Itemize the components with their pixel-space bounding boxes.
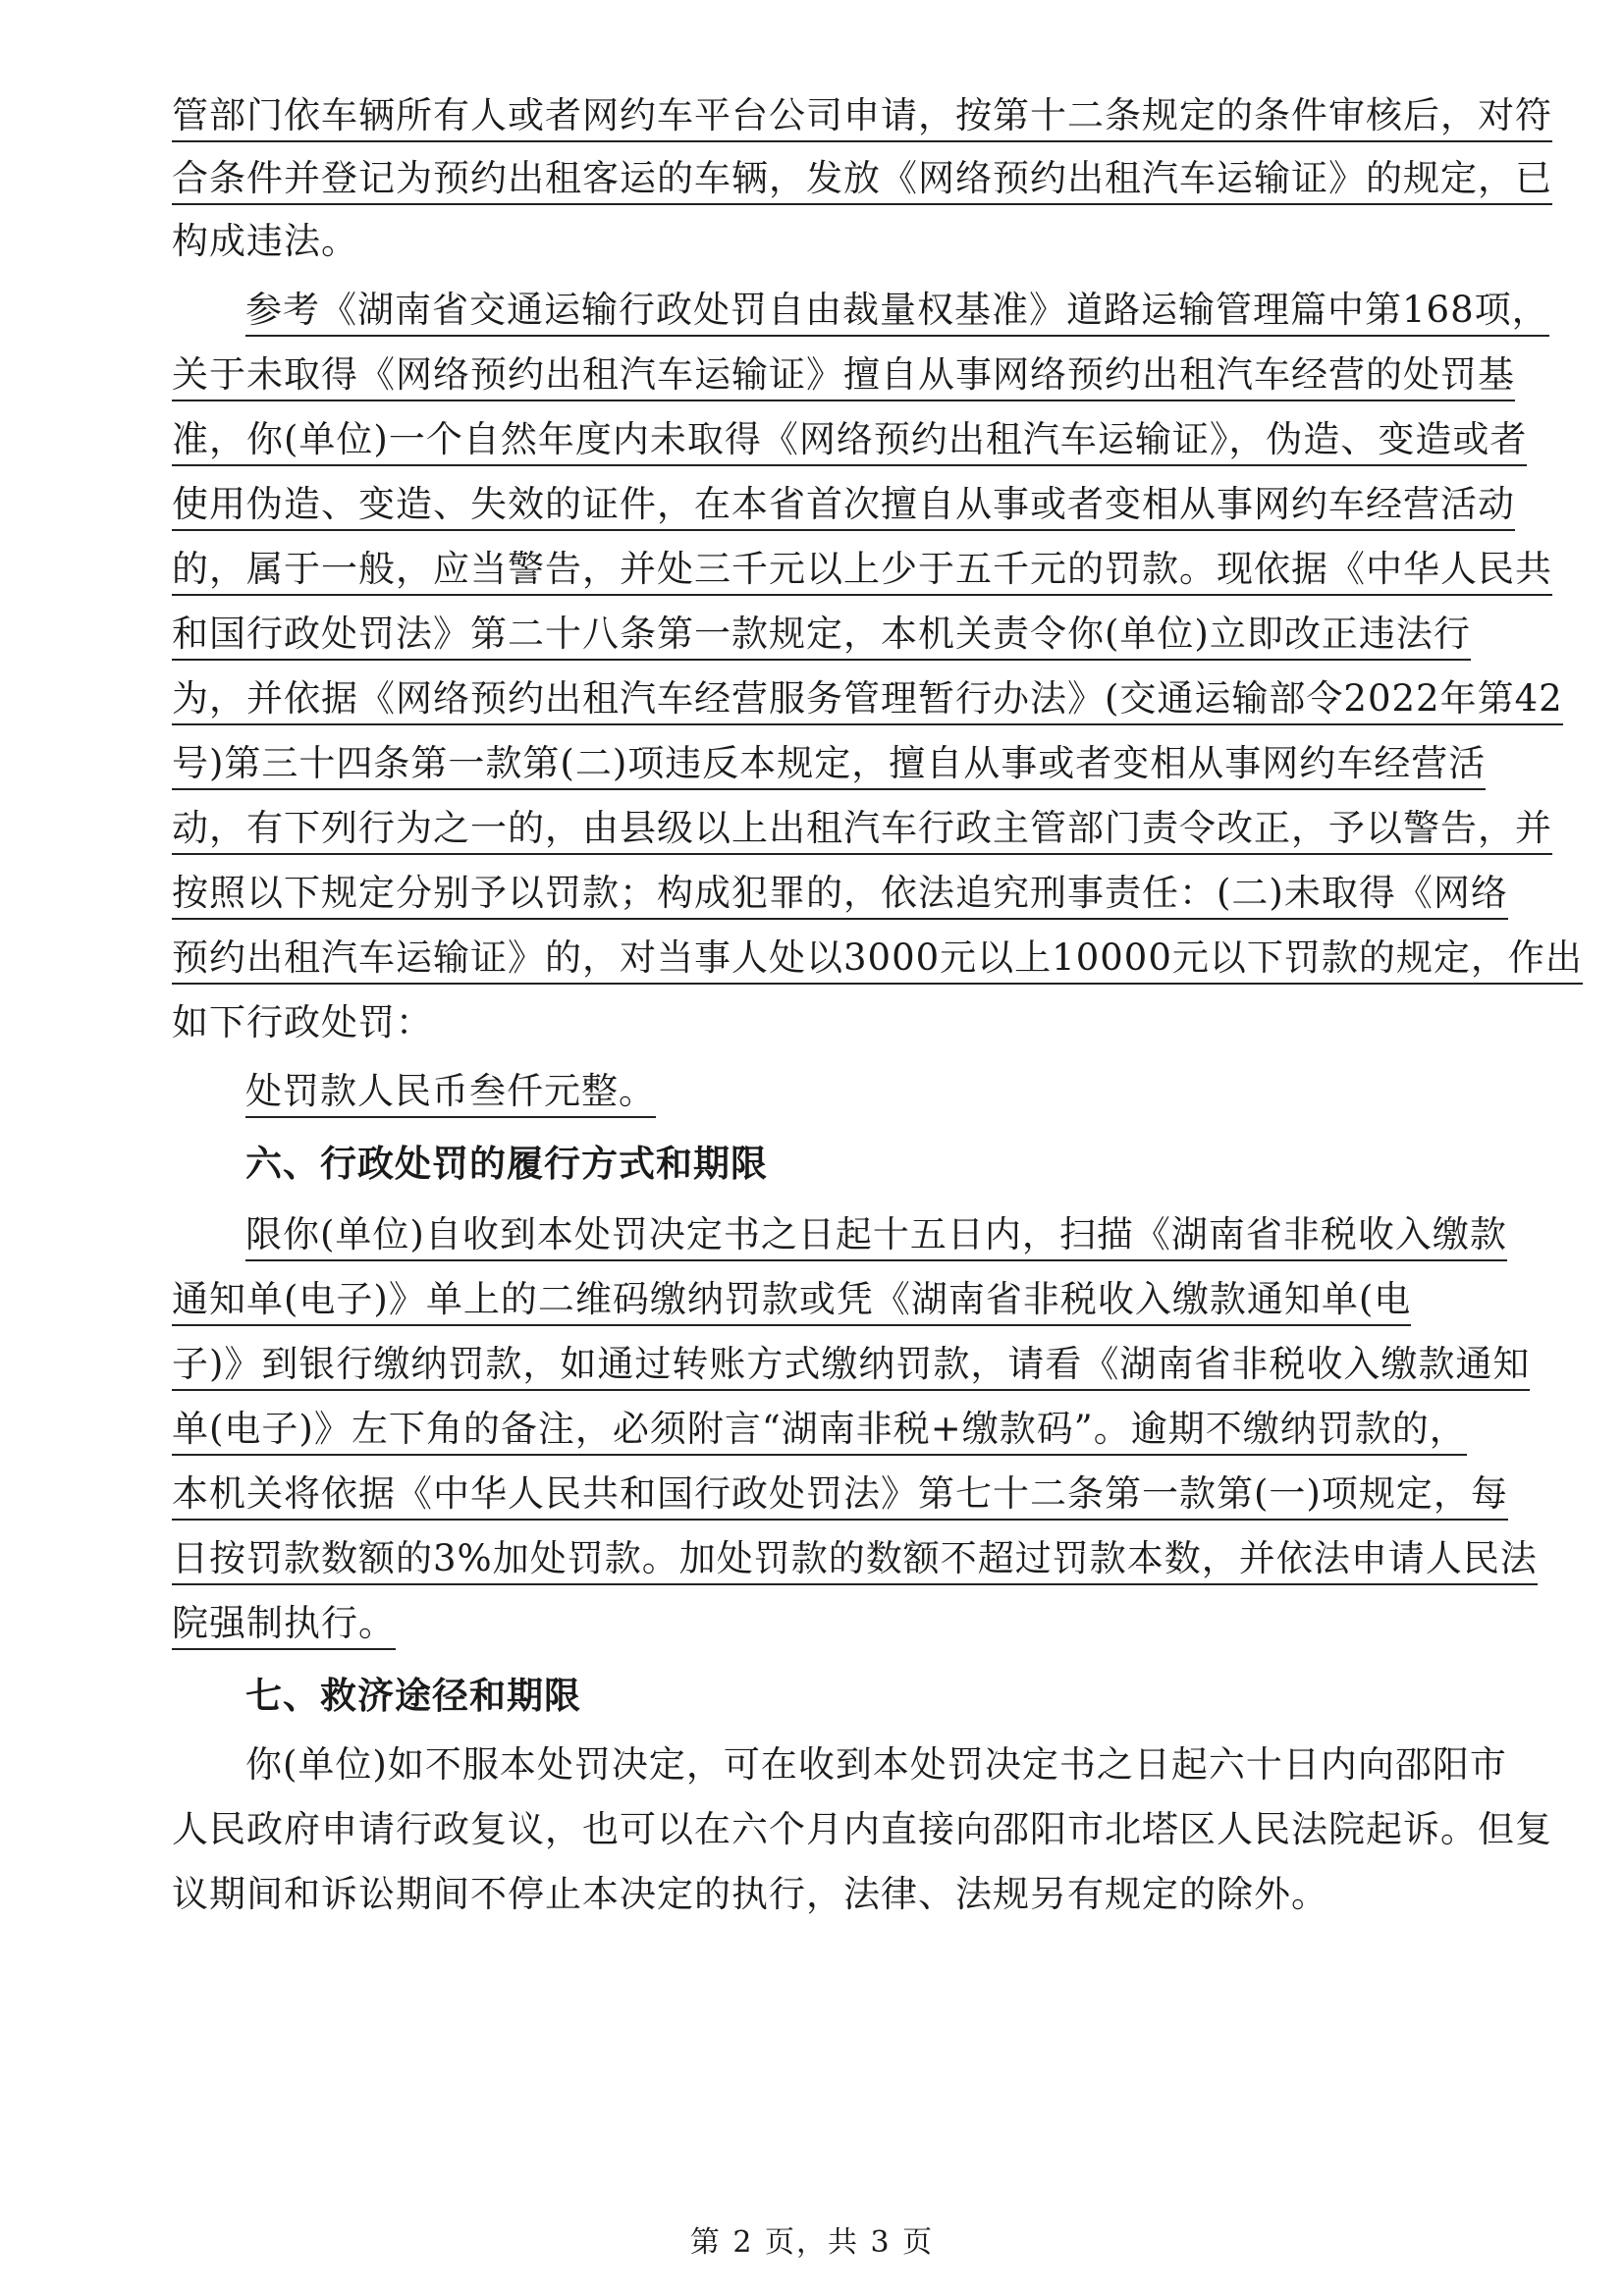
body-line: 关于未取得《网络预约出租汽车运输证》擅自从事网络预约出租汽车经营的处罚基 [172,349,1515,400]
penalty-line: 处罚款人民币叁仟元整。 [245,1066,656,1117]
body-line: 通知单(电子)》单上的二维码缴纳罚款或凭《湖南省非税收入缴款通知单(电 [172,1274,1411,1325]
body-line: 预约出租汽车运输证》的，对当事人处以3000元以上10000元以下罚款的规定，作出 [172,933,1583,984]
body-line: 的，属于一般，应当警告，并处三千元以上少于五千元的罚款。现依据《中华人民共 [172,544,1552,595]
body-line: 院强制执行。 [172,1598,396,1649]
body-line: 合条件并登记为预约出租客运的车辆，发放《网络预约出租汽车运输证》的规定，已 [172,153,1552,204]
body-line: 使用伪造、变造、失效的证件，在本省首次擅自从事或者变相从事网约车经营活动 [172,479,1515,530]
body-line: 准，你(单位)一个自然年度内未取得《网络预约出租汽车运输证》，伪造、变造或者 [172,414,1527,465]
body-line: 本机关将依据《中华人民共和国行政处罚法》第七十二条第一款第(一)项规定，每 [172,1468,1508,1520]
body-line: 单(电子)》左下角的备注，必须附言“湖南非税+缴款码”。逾期不缴纳罚款的， [172,1404,1467,1455]
section-heading: 七、救济途径和期限 [245,1675,581,1717]
body-line: 和国行政处罚法》第二十八条第一款规定，本机关责令你(单位)立即改正违法行 [172,609,1471,660]
body-line: 日按罚款数额的3%加处罚款。加处罚款的数额不超过罚款本数，并依法申请人民法 [172,1533,1538,1584]
body-line: 号)第三十四条第一款第(二)项违反本规定，擅自从事或者变相从事网约车经营活 [172,738,1486,789]
body-line: 子)》到银行缴纳罚款，如通过转账方式缴纳罚款，请看《湖南省非税收入缴款通知 [172,1339,1530,1390]
section-heading: 六、行政处罚的履行方式和期限 [245,1143,768,1185]
body-line: 管部门依车辆所有人或者网约车平台公司申请，按第十二条规定的条件审核后，对符 [172,90,1552,141]
body-line: 参考《湖南省交通运输行政处罚自由裁量权基准》道路运输管理篇中第168项， [245,285,1549,336]
body-line: 构成违法。 [172,220,358,262]
body-line: 为，并依据《网络预约出租汽车经营服务管理暂行办法》(交通运输部令2022年第42 [172,673,1563,724]
body-line: 限你(单位)自收到本处罚决定书之日起十五日内，扫描《湖南省非税收入缴款 [245,1209,1507,1260]
body-line: 议期间和诉讼期间不停止本决定的执行，法律、法规另有规定的除外。 [172,1873,1328,1915]
page-number: 第 2 页，共 3 页 [689,2225,935,2260]
body-line: 你(单位)如不服本处罚决定，可在收到本处罚决定书之日起六十日内向邵阳市 [245,1743,1507,1786]
body-line: 按照以下规定分别予以罚款；构成犯罪的，依法追究刑事责任：(二)未取得《网络 [172,868,1508,919]
body-line: 人民政府申请行政复议，也可以在六个月内直接向邵阳市北塔区人民法院起诉。但复 [172,1808,1552,1850]
body-line: 动，有下列行为之一的，由县级以上出租汽车行政主管部门责令改正，予以警告，并 [172,803,1552,854]
body-line: 如下行政处罚： [172,1001,433,1043]
